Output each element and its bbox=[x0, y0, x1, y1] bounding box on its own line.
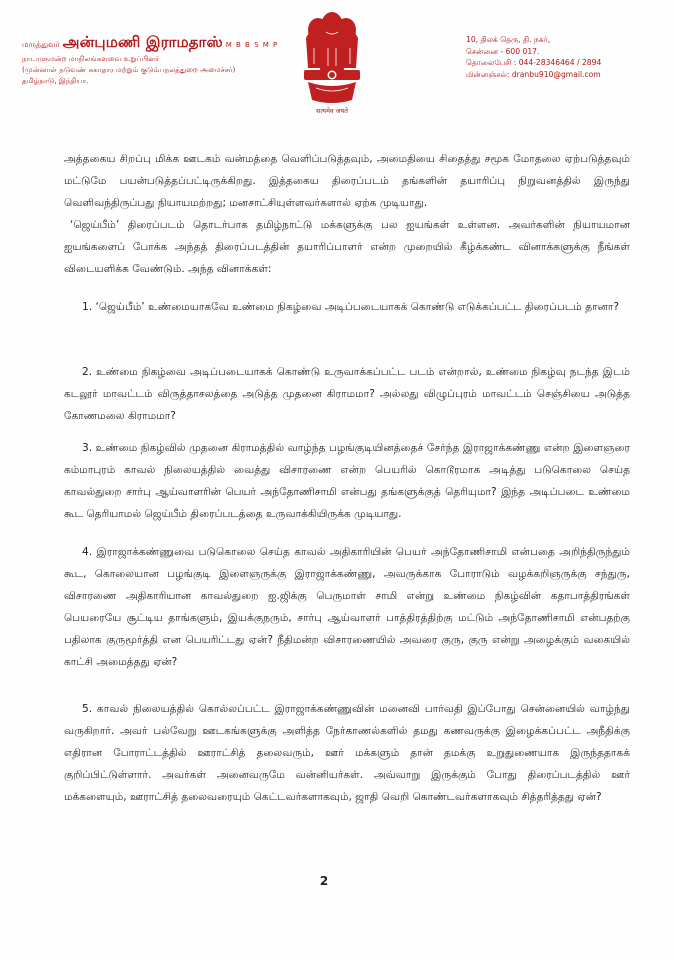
question-item bbox=[64, 541, 630, 673]
paragraph-intro: அத்தகைய சிறப்பு மிக்க ஊடகம் வன்மத்தை வெளிப்படுத்தவும், அமைதியை சிதைத்து சமூக மோதலை ஏற்படுத்தவும் மட்டுமே பயன்படுத்தப்பட்டிருக்கிறது. இத்தகைய திரைப்படம் தங்களின் தயாரிப்பு நிறுவனத்தில் இருந்து வெளிவந்திருப்பது நியாயமற்றது; மனசாட்சியுள்ளவர்களால் ஏற்க முடியாது. bbox=[64, 153, 630, 209]
sender-degrees: M B B S M P bbox=[225, 41, 279, 49]
address-phone: தொலைபேசி : 044-28346464 / 2894 bbox=[466, 58, 602, 68]
sender-former-post: (முன்னாள் நடுவண் சுகாதார மற்றும் குடும்பநலத்துறை அமைச்சர்) bbox=[22, 65, 236, 74]
question-item bbox=[64, 698, 630, 808]
letterhead-address bbox=[466, 34, 666, 80]
address-email: மின்னஞ்சல்: dranbu910@gmail.com bbox=[466, 69, 601, 79]
question-text: 5. காவல் நிலையத்தில் கொல்லப்பட்ட இராஜாக்கண்ணுவின் மனைவி பார்வதி இப்போது சென்னையில் வாழ்ந்து வருகிறார். அவர் பல்வேறு ஊடகங்களுக்கு அளித்த நேர்காணல்களில் தமது கணவருக்கு இழைக்கப்பட்ட அநீதிக்கு எதிரான போராட்டத்தில் ஊராட்சித் தலைவரும், ஊர் மக்களும் தான் தமக்கு உறுதுணையாக இருந்ததாகக் குறிப்பிட்டுள்ளார். அவர்கள் அனைவருமே வன்னியர்கள். அவ்வாறு இருக்கும் போது திரைப்படத்தில் ஊர் மக்களையும், ஊராட்சித் தலைவரையும் கெட்டவர்களாகவும், ஜாதி வெறி கொண்டவர்களாகவும் சித்தரித்தது ஏன்? bbox=[64, 703, 630, 803]
sender-designation: நாடாளுமன்ற மாநிலங்களவை உறுப்பினர் bbox=[22, 54, 160, 63]
sender-name: அன்புமணி இராமதாஸ் bbox=[62, 33, 223, 51]
paragraph-context: ‘ஜெய்பீம்’ திரைப்படம் தொடர்பாக தமிழ்நாட்டு மக்களுக்கு பல ஐயங்கள் உள்ளன. அவர்களின் நியாயமான ஐயங்களைப் போக்க அந்தத் திரைப்படத்தின் தயாரிப்பாளர் என்ற முறையில் கீழ்க்கண்ட வினாக்களுக்கு நீங்கள் விடையளிக்க வேண்டும். அந்த வினாக்கள்: bbox=[64, 219, 630, 275]
question-item bbox=[64, 296, 630, 318]
emblem-motto: सत्यमेव जयते bbox=[316, 107, 348, 115]
question-text: 1. ‘ஜெய்பீம்’ உண்மையாகவே உண்மை நிகழ்வை அடிப்படையாகக் கொண்டு எடுக்கப்பட்ட திரைப்படம் தானா? bbox=[82, 301, 620, 313]
sender-title: மருத்துவர் bbox=[22, 40, 60, 49]
question-item bbox=[64, 437, 630, 525]
question-text: 3. உண்மை நிகழ்வில் முதனை கிராமத்தில் வாழ்ந்த பழங்குடியினத்தைச் சேர்ந்த இராஜாக்கண்ணு என்ற இளைஞரை கம்மாபுரம் காவல் நிலையத்தில் வைத்து விசாரணை என்ற பெயரில் கொடூரமாக அடித்து படுகொலை செய்த காவல்துறை சார்பு ஆய்வாளரின் பெயர் அந்தோணிசாமி என்பது தங்களுக்குத் தெரியுமா? இந்த அடிப்படை உண்மை கூட தெரியாமல் ஜெய்பீம் திரைப்படத்தை உருவாக்கியிருக்க முடியாது. bbox=[64, 442, 630, 520]
sender-location: தமிழ்நாடு, இந்தியா. bbox=[22, 76, 89, 85]
national-emblem-icon bbox=[292, 8, 372, 120]
address-street: 10, திலக் தெரு, தி. நகர், bbox=[466, 35, 551, 44]
sender-name-line bbox=[22, 34, 312, 53]
question-text: 2. உண்மை நிகழ்வை அடிப்படையாகக் கொண்டு உருவாக்கப்பட்ட படம் என்றால், உண்மை நிகழ்வு நடந்த இடம் கடலூர் மாவட்டம் விருத்தாசலத்தை அடுத்த முதனை கிராமமா? அல்லது விழுப்புரம் மாவட்டம் செஞ்சியை அடுத்த கோணமலை கிராமமா? bbox=[64, 366, 630, 422]
page-number: 2 bbox=[319, 874, 329, 888]
letterhead-sender bbox=[22, 34, 312, 86]
question-item bbox=[64, 361, 630, 427]
letter-body bbox=[64, 148, 630, 803]
address-city: சென்னை - 600 017. bbox=[466, 46, 540, 56]
question-text: 4. இராஜாக்கண்ணுவை படுகொலை செய்த காவல் அதிகாரியின் பெயர் அந்தோணிசாமி என்பதை அறிந்திருந்தும் கூட, கொலையான பழங்குடி இளைஞருக்கு இராஜாக்கண்ணு, அவருக்காக போராடும் வழக்கறிஞருக்கு சந்துரு, விசாரணை அதிகாரியான காவல்துறை ஐ.ஜிக்கு பெருமாள் சாமி என்று உண்மை நிகழ்வின் கதாபாத்திரங்கள் பெயரையே சூட்டிய தாங்களும், இயக்குநரும், சார்பு ஆய்வாளர் பாத்திரத்திற்கு மட்டும் அந்தோணிசாமி என்பதற்கு பதிலாக குருமூர்த்தி என பெயரிட்டது ஏன்? நீதிமன்ற விசாரணையில் அவரை குரு, குரு என்று அழைக்கும் வகையில் காட்சி அமைத்தது ஏன்? bbox=[64, 546, 630, 668]
